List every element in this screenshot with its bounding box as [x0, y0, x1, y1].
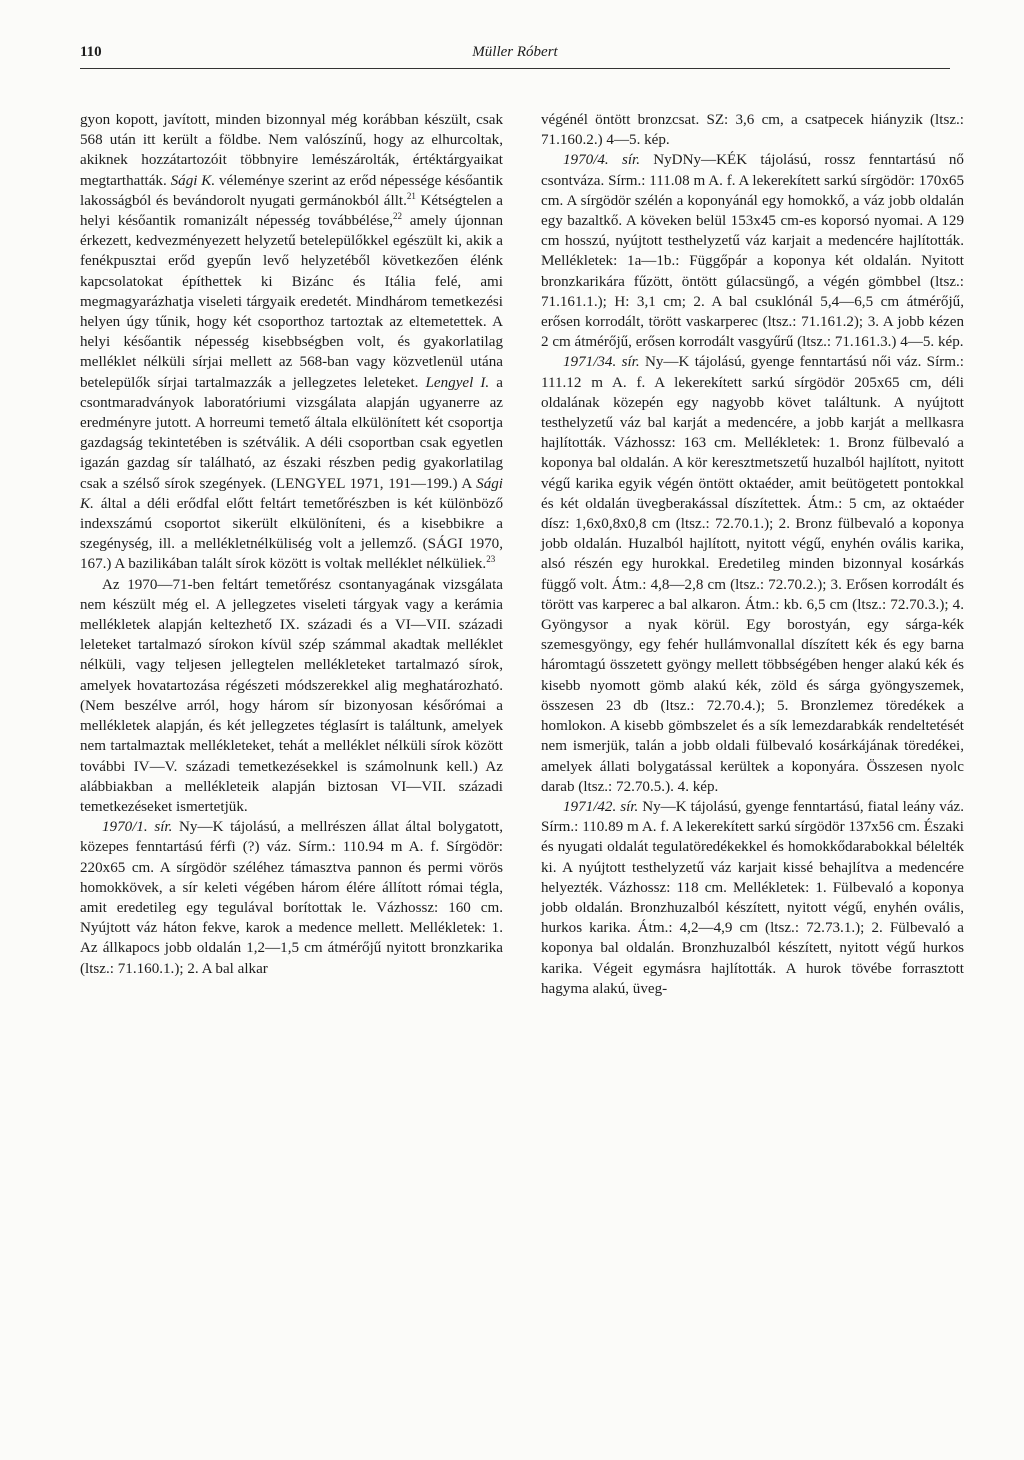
text-segment: amely újonnan érkezett, kedvezményezett helyzetű betelepülőkkel egészült ki, akik a fenékpusztai erőd gyepűn levő helyzetéből következően élénk kapcsolatokat építhettek ki Bizánc és Itália felé, ami megmagyarázhatja viseleti tárgyaik eredetét. Mindhárom temetkezési helyen úgy tűnik, hogy két csoporthoz tartoztak az eltemetettek. A helyi későantik népesség kisebbségben volt, és gyakorlatilag melléklet nélküli sírjai mellett az 568-ban vagy közvetlenül utána betelepülők sírjai tartalmazzák a jellegzetes leleteket. [80, 213, 503, 391]
grave-description: Ny—K tájolású, gyenge fenntartású női váz. Sírm.: 111.12 m A. f. A lekerekített sarkú sírgödör 205x65 cm, déli oldalának közepén egy nagyobb követ találtunk. A nyújtott testhelyzetű váz bal karját a medencére, a jobb karját a mellkasra hajlították. Vázhossz: 163 cm. Mellékletek: 1. Bronz fülbevaló a koponya bal oldalán. A kör keresztmetszetű huzalból hajlított, nyitott végű karika egyik végén öntött oktaéder, amit beütögetett pontokkal és két oldalán üvegberakással díszítettek. Átm.: 5 cm, az oktaéder dísz: 1,6x0,8x0,8 cm (ltsz.: 72.70.1.); 2. Bronz fülbevaló a koponya jobb oldalán. Huzalból hajlított, nyitott végű, enyhén ovális karika, alsó részén egy hurokkal. Eredetileg minden bizonnyal kosárkás függő volt. Átm.: 4,8—2,8 cm (ltsz.: 72.70.2.); 3. Erősen korrodált és törött vas karperec a bal alkaron. Átm.: kb. 6,5 cm (ltsz.: 72.70.3.); 4. Gyöngysor a nyak körül. Egy borostyán, egy sárga-kék szemesgyöngy, egy fehér hullámvonallal díszített kék és egy barna háromtagú összetett gyöngy mellett többségében henger alakú kék és kisebb nyomott gömb alakú kék, zöld és sárga gyöngyszemek, összesen 23 db (ltsz.: 72.70.4.); 5. Bronzlemez töredékek a homlokon. A kisebb gömbszelet és a sík lemezdarabkák rendeltetését nem ismerjük, talán a jobb oldali fülbevaló kosárkájának töredékei, amelyek állati bolygatással kerültek a koponyára. Összesen nyolc darab (ltsz.: 72.70.5.). 4. kép. [541, 354, 964, 795]
author-reference: Sági K. [80, 475, 503, 512]
paragraph-grave-1970-4 [541, 150, 964, 352]
text-segment: a csontmaradványok laboratóriumi vizsgálata alapján ugyanerre az eredményre jutott. A horreumi temető általa elkülönített két csoportja gazdagság tekintetében is szétválik. A déli csoportban csak egyetlen igazán gazdag sír található, az északi részben pedig gyakorlatilag csak a szélső sírok szegények. (LENGYEL 1971, 191—199.) A [80, 374, 503, 492]
paragraph-grave-1971-42 [541, 797, 964, 999]
grave-description: Ny—K tájolású, a mellrészen állat által bolygatott, közepes fenntartású férfi (?) váz. Sírm.: 110.94 m A. f. Sírgödör: 220x65 cm. A sírgödör széléhez támasztva pannon és permi vörös homokkövek, a sír keleti végében három élére állított római tégla, amit eredetileg egy tegulával borítottak le. Vázhossz: 160 cm. Nyújtott váz háton fekve, karok a medence mellett. Mellékletek: 1. Az állkapocs jobb oldalán 1,2—1,5 cm átmérőjű nyitott bronzkarika (ltsz.: 71.160.1.); 2. A bal alkar [80, 819, 503, 977]
text-segment: gyon kopott, javított, minden bizonnyal még korábban készült, csak 568 után itt került a földbe. Nem valószínű, hogy az elhurcoltak, akiknek hozzátartozóit többnyire lemészárolták, értéktárgyaikat megtarthatták. [80, 112, 503, 189]
grave-description: NyDNy—KÉK tájolású, rossz fenntartású nő csontváza. Sírm.: 111.08 m A. f. A lekerekített sarkú sírgödör: 170x65 cm. A sírgödör szélén a koponyánál egy homokkő, a váz jobb oldalán egy bazaltkő. A köveken belül 153x45 cm-es koporsó nyomai. A 129 cm hosszú, nyújtott testhelyzetű váz karjait a medencére hajlították. Mellékletek: 1a—1b.: Függőpár a koponya két oldalán. Nyitott bronzkarikára fűzött, öntött gúlacsüngő, a végén gömbbel (ltsz.: 71.161.1.); H: 3,1 cm; 2. A bal csuklónál 5,4—6,5 cm átmérőjű, erősen korrodált, törött vaskarperec (ltsz.: 71.161.2); 3. A jobb kézen 2 cm átmérőjű, erősen korrodált vasgyűrű (ltsz.: 71.161.3.) 4—5. kép. [541, 152, 964, 351]
text-segment: Kétségtelen a helyi későantik romanizált népesség továbbélése, [80, 192, 503, 230]
author-reference: Lengyel I. [425, 374, 490, 391]
grave-label: 1970/4. sír. [563, 152, 640, 169]
page-number: 110 [80, 44, 102, 60]
paragraph-continuation: végénél öntött bronzcsat. SZ: 3,6 cm, a csatpecek hiányzik (ltsz.: 71.160.2.) 4—5. kép. [541, 112, 964, 149]
footnote-marker: 23 [486, 554, 496, 565]
footnote-marker: 21 [406, 190, 416, 201]
paragraph-grave-1971-34 [541, 352, 964, 796]
paragraph-grave-1970-1 [80, 817, 503, 979]
page-header [80, 42, 950, 69]
right-column [541, 110, 964, 999]
grave-label: 1971/42. sír. [563, 798, 639, 815]
paragraph-continuation [80, 110, 503, 575]
left-column [80, 110, 503, 979]
footnote-marker: 22 [393, 210, 403, 221]
running-head-author: Müller Róbert [472, 44, 558, 60]
paragraph-cemetery: Az 1970—71-ben feltárt temetőrész csontanyagának vizsgálata nem készült még el. A jellegzetes viseleti tárgyak vagy a kerámia mellékletek alapján keltezhető IX. századi és a VI—VII. századi leleteket tartalmazó sírokon kívül szép számmal akadtak melléklet nélküli, vagy teljesen jellegtelen mellékleteket tartalmazó sírok, amelyek hovatartozása régészeti módszerekkel alig meghatározható. (Nem beszélve arról, hogy három sír bizonyosan későrómai a mellékletek alapján, és két jellegzetes téglasírt is találtunk, amelyek nem tartalmaztak mellékleteket, tehát a melléklet nélküli sírok között további IV—V. századi temetkezésekkel is számolnunk kell.) Az alábbiakban a mellékleteik alapján biztosan VI—VII. századi temetkezéseket ismertetjük. [80, 576, 503, 815]
text-segment: véleménye szerint az erőd népessége későantik lakosságból és bevándorolt nyugati germánokból állt. [80, 172, 503, 209]
grave-description: Ny—K tájolású, gyenge fenntartású, fiatal leány váz. Sírm.: 110.89 m A. f. A lekerekített sarkú sírgödör 137x56 cm. Északi és nyugati oldalát tegulatöredékekkel és homokkődarabokkal bélelték ki. A nyújtott testhelyzetű váz karjait kissé behajlítva a medencére helyezték. Vázhossz: 118 cm. Mellékletek: 1. Fülbevaló a koponya jobb oldalán. Bronzhuzalból készített, nyitott végű, enyhén ovális, hurkos karika. Átm.: 4,2—4,9 cm (ltsz.: 72.73.1.); 2. Fülbevaló a koponya bal oldalán. Bronzhuzalból készített, nyitott végű hurkos karika. Végeit egymásra hajlították. A hurok tövébe forrasztott hagyma alakú, üveg- [541, 798, 964, 997]
author-reference: Sági K. [170, 172, 216, 189]
grave-label: 1970/1. sír. [102, 819, 173, 836]
grave-label: 1971/34. sír. [563, 354, 640, 371]
text-segment: által a déli erődfal előtt feltárt temetőrészben is két különböző indexszámú csoportot sikerült elkülöníteni, és a kisebbikre a szegénység, ill. a mellékletnélküliség volt a jellemző. (SÁGI 1970, 167.) A bazilikában talált sírok között is voltak melléklet nélküliek. [80, 495, 503, 573]
